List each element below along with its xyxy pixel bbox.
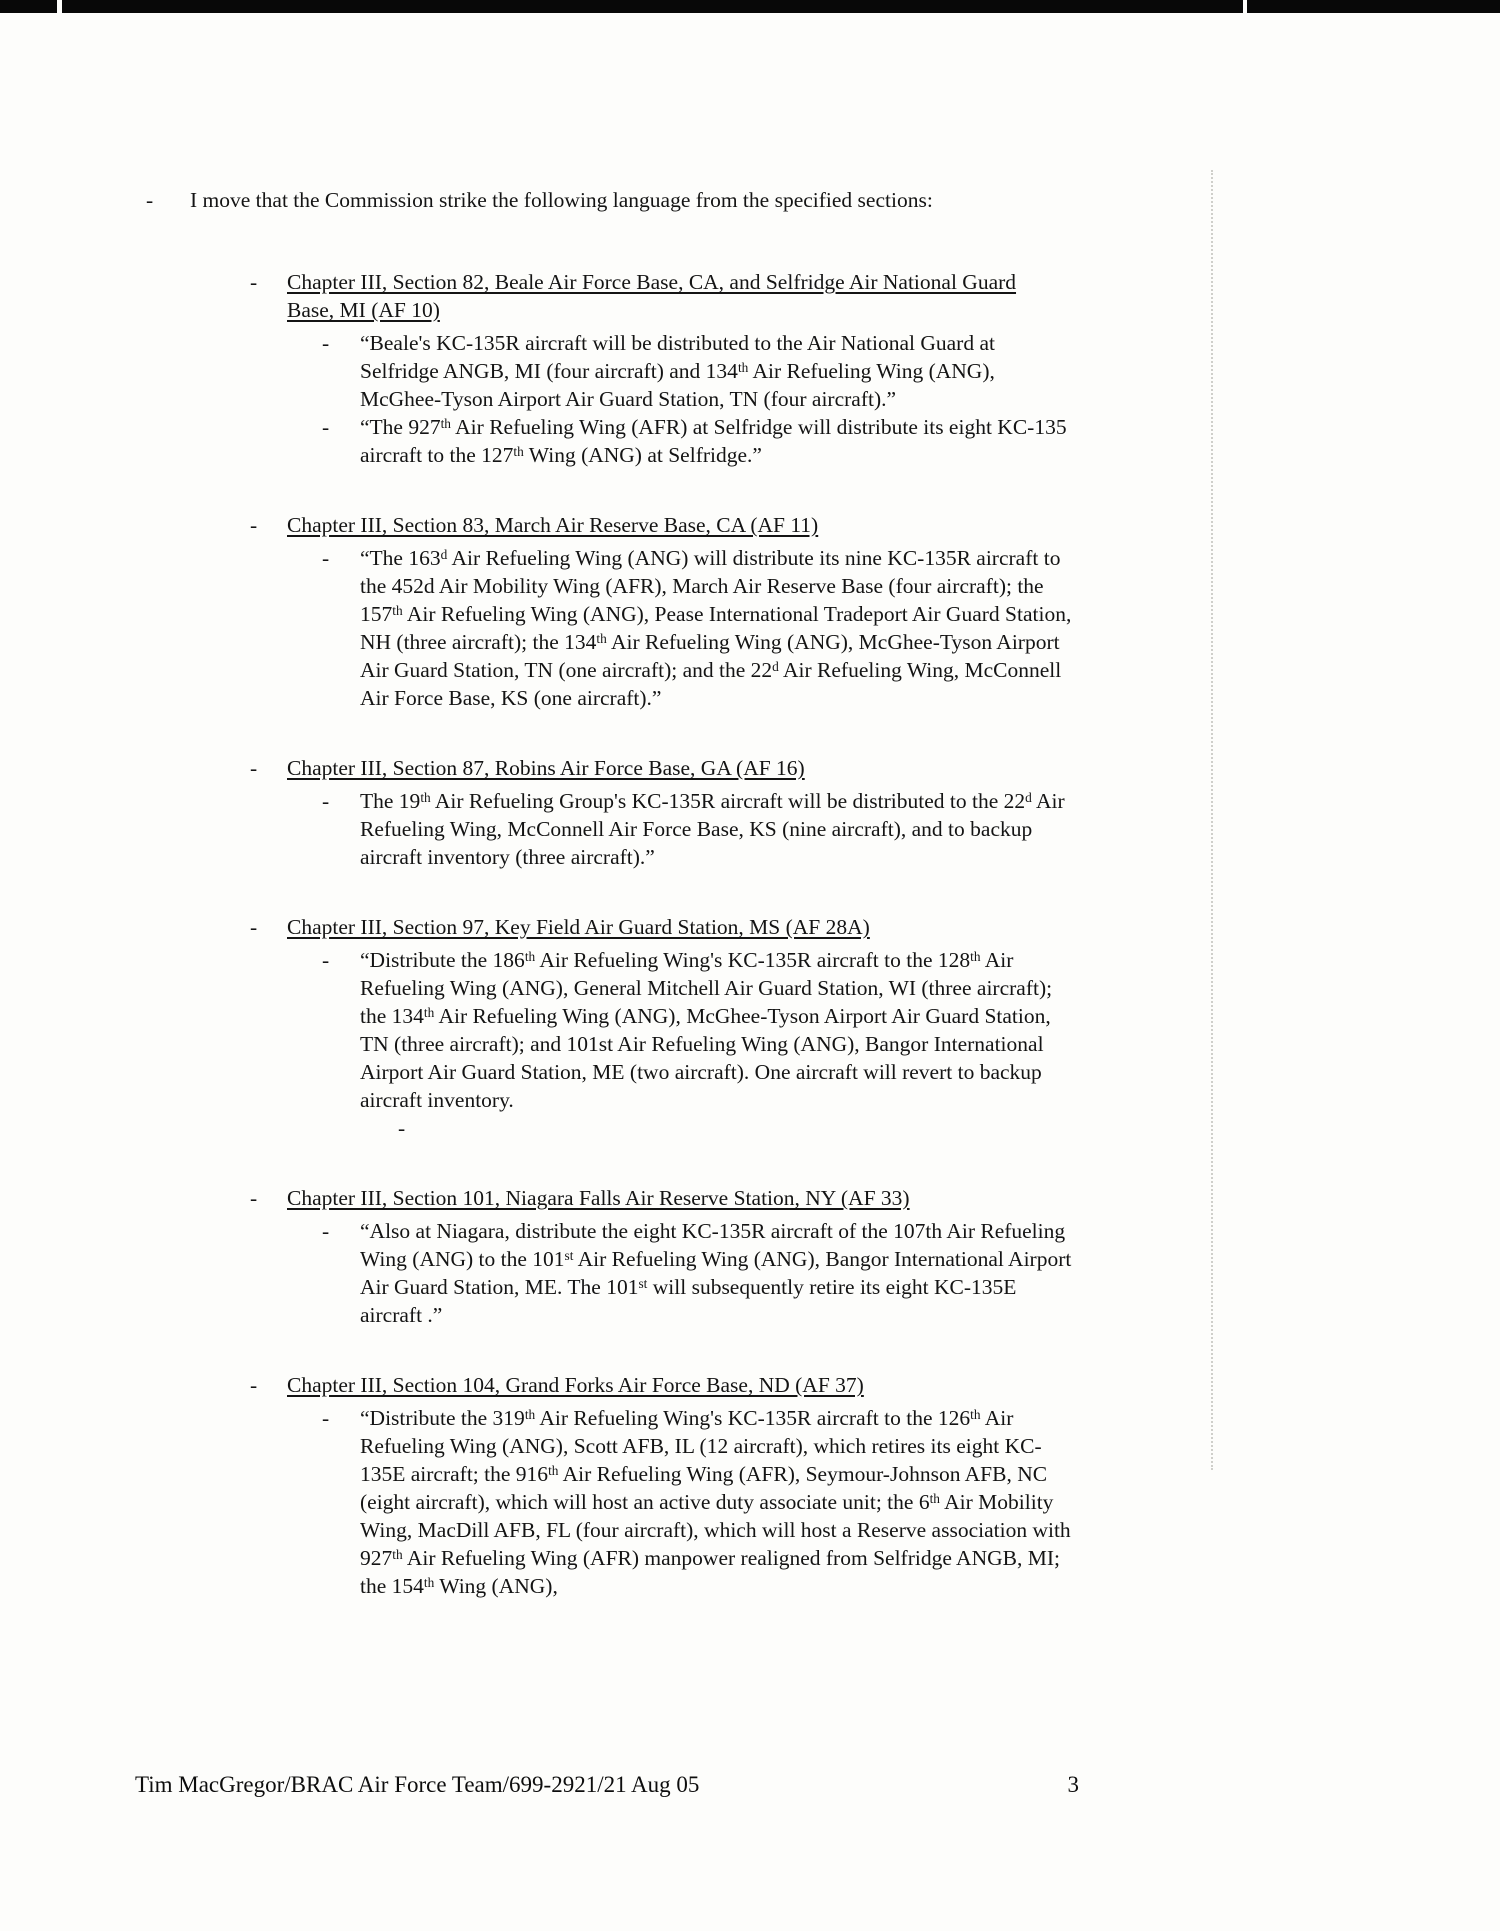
section-af37	[0, 1371, 1500, 1600]
footer-author-line: Tim MacGregor/BRAC Air Force Team/699-2921/21 Aug 05	[135, 1772, 700, 1797]
section-heading: Chapter III, Section 82, Beale Air Force Base, CA, and Selfridge Air National Guard Base, MI (AF 10)	[287, 270, 1017, 322]
intro-bullet-row	[0, 186, 1500, 214]
dash-marker: -	[322, 1219, 330, 1243]
section-heading: Chapter III, Section 101, Niagara Falls Air Reserve Station, NY (AF 33)	[287, 1186, 910, 1210]
section-af16	[0, 754, 1500, 871]
section-heading-row	[0, 511, 1500, 539]
dash-marker: -	[250, 1373, 258, 1397]
page-number: 3	[1067, 1772, 1079, 1797]
section-heading: Chapter III, Section 87, Robins Air Force Base, GA (AF 16)	[287, 756, 805, 780]
intro-text: I move that the Commission strike the following language from the specified sections:	[190, 188, 933, 212]
dash-marker: -	[250, 1186, 258, 1210]
stray-dash-marker: -	[398, 1116, 406, 1140]
bullet-row	[0, 787, 1500, 871]
dash-marker: -	[322, 789, 330, 813]
section-heading-row	[0, 754, 1500, 782]
dash-marker: -	[250, 270, 258, 294]
bullet-text: “Also at Niagara, distribute the eight KC-135R aircraft of the 107th Air Refueling Wing (ANG) to the 101st Air Refueling Wing (ANG), Bangor International Airport Air Guard Station, ME. The 101st will subsequently retire its eight KC-135E aircraft .”	[360, 1219, 1072, 1327]
bullet-text: The 19th Air Refueling Group's KC-135R aircraft will be distributed to the 22$^d$ Air Refueling Wing, McConnell Air Force Base, KS (nine aircraft), and to backup aircraft inventory (three aircraft).”	[360, 789, 1065, 869]
bullet-text: “Beale's KC-135R aircraft will be distributed to the Air National Guard at Selfridge ANGB, MI (four aircraft) and 134th Air Refueling Wing (ANG), McGhee-Tyson Airport Air Guard Station, TN (four aircraft).”	[360, 331, 995, 411]
dash-marker: -	[322, 415, 330, 439]
section-af33	[0, 1184, 1500, 1329]
dash-marker: -	[322, 546, 330, 570]
dash-marker: -	[322, 331, 330, 355]
bullet-text: “The 163$^d$ Air Refueling Wing (ANG) will distribute its nine KC-135R aircraft to the 452d Air Mobility Wing (AFR), March Air Reserve Base (four aircraft); the 157th Air Refueling Wing (ANG), Pease International Tradeport Air Guard Station, NH (three aircraft); the 134th Air Refueling Wing (ANG), McGhee-Tyson Airport Air Guard Station, TN (one aircraft); and the 22$^d$ Air Refueling Wing, McConnell Air Force Base, KS (one aircraft).”	[360, 546, 1072, 710]
bullet-row	[0, 1217, 1500, 1329]
section-heading: Chapter III, Section 97, Key Field Air Guard Station, MS (AF 28A)	[287, 915, 870, 939]
section-heading-row	[0, 913, 1500, 941]
bullet-text: “Distribute the 186th Air Refueling Wing's KC-135R aircraft to the 128th Air Refueling Wing (ANG), General Mitchell Air Guard Station, WI (three aircraft); the 134th Air Refueling Wing (ANG), McGhee-Tyson Airport Air Guard Station, TN (three aircraft); and 101st Air Refueling Wing (ANG), Bangor International Airport Air Guard Station, ME (two aircraft). One aircraft will revert to backup aircraft inventory.	[360, 948, 1053, 1112]
section-af28a	[0, 913, 1500, 1142]
bullet-row	[0, 329, 1500, 413]
dash-marker: -	[322, 948, 330, 972]
bullet-row	[0, 1404, 1500, 1600]
section-heading: Chapter III, Section 104, Grand Forks Air Force Base, ND (AF 37)	[287, 1373, 864, 1397]
dash-marker: -	[250, 915, 258, 939]
section-heading-row	[0, 1371, 1500, 1399]
section-heading-row	[0, 268, 1500, 324]
section-af10	[0, 268, 1500, 469]
bullet-text: “Distribute the 319th Air Refueling Wing's KC-135R aircraft to the 126th Air Refueling Wing (ANG), Scott AFB, IL (12 aircraft), which retires its eight KC-135E aircraft; the 916th Air Refueling Wing (AFR), Seymour-Johnson AFB, NC (eight aircraft), which will host an active duty associate unit; the 6th Air Mobility Wing, MacDill AFB, FL (four aircraft), which will host a Reserve association with 927th Air Refueling Wing (AFR) manpower realigned from Selfridge ANGB, MI; the 154th Wing (ANG),	[360, 1406, 1071, 1598]
section-af11	[0, 511, 1500, 712]
stray-dash-row	[0, 1114, 1500, 1142]
bullet-row	[0, 544, 1500, 712]
dash-marker: -	[250, 513, 258, 537]
bullet-row	[0, 413, 1500, 469]
dash-marker: -	[322, 1406, 330, 1430]
bullet-text: “The 927th Air Refueling Wing (AFR) at Selfridge will distribute its eight KC-135 aircraft to the 127th Wing (ANG) at Selfridge.”	[360, 415, 1067, 467]
dash-marker: -	[250, 756, 258, 780]
dash-marker: -	[146, 188, 154, 212]
page-footer	[135, 1772, 1079, 1798]
section-heading-row	[0, 1184, 1500, 1212]
section-heading: Chapter III, Section 83, March Air Reserve Base, CA (AF 11)	[287, 513, 819, 537]
bullet-row	[0, 946, 1500, 1114]
